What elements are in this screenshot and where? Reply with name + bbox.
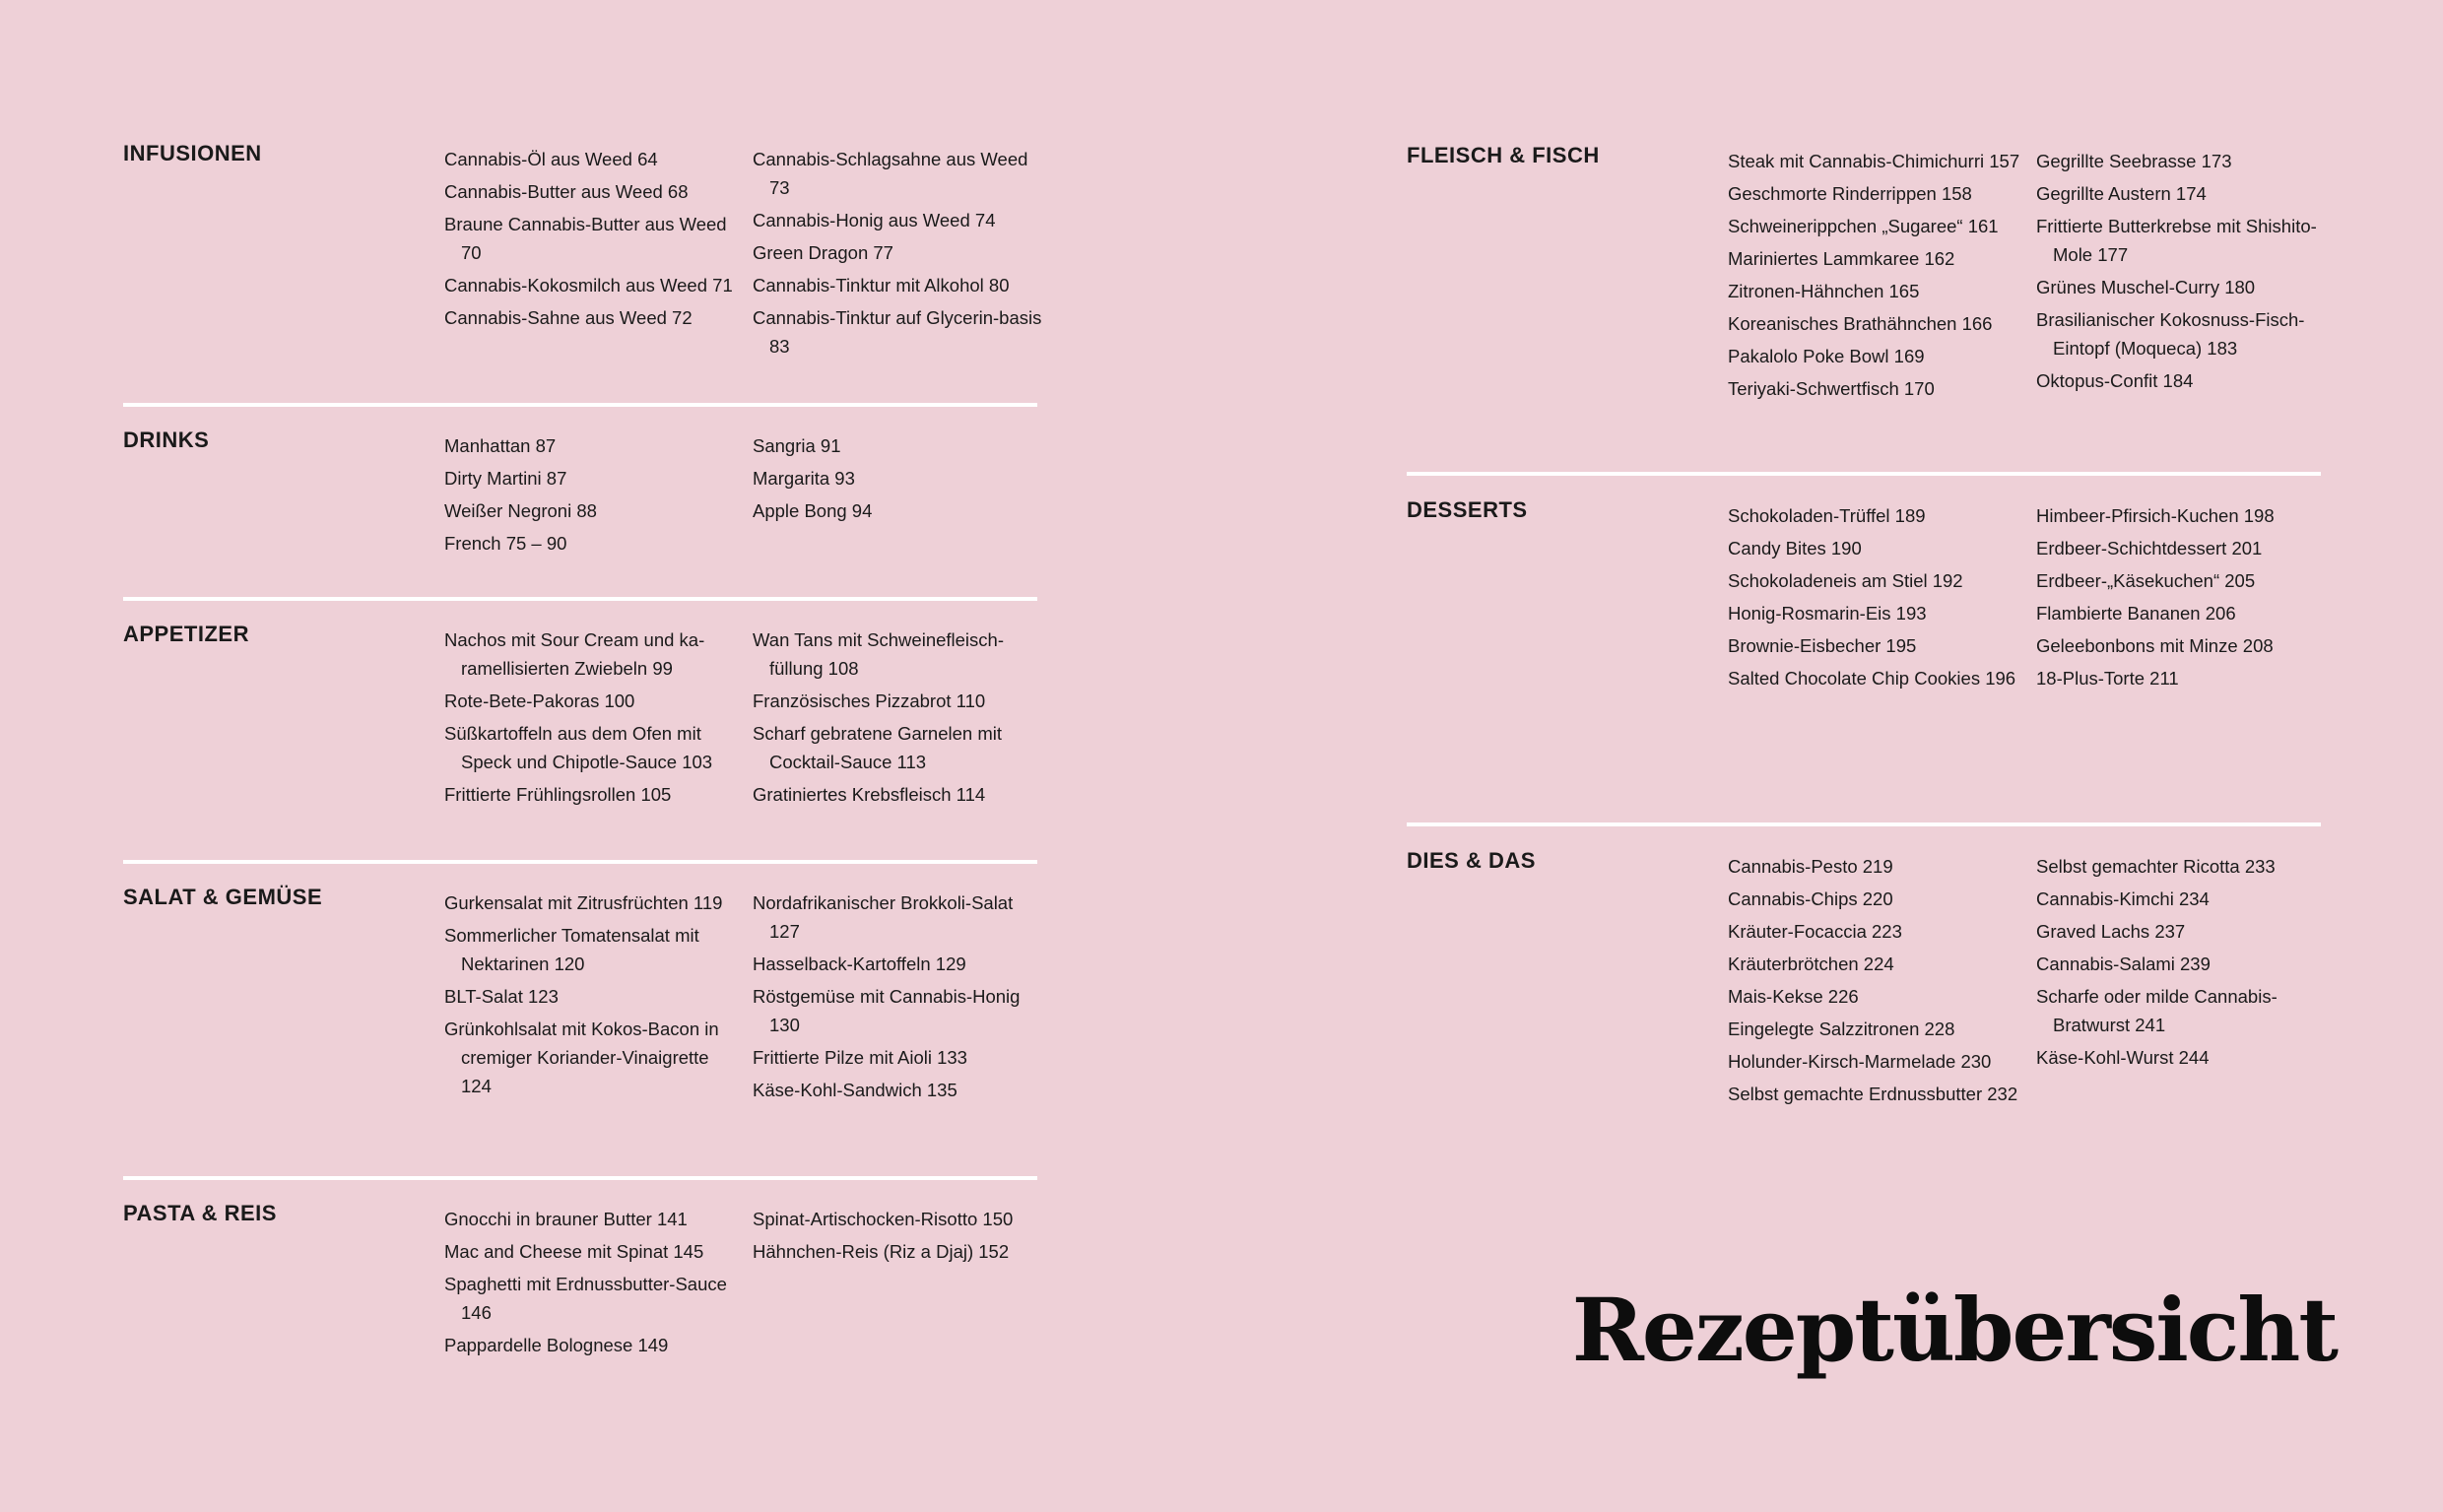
recipe-list <box>753 145 1048 364</box>
recipe-entry: Spaghetti mit Erdnussbutter-Sauce 146 <box>444 1274 727 1323</box>
recipe-entry: Scharfe oder milde Cannabis-Bratwurst 241 <box>2036 986 2278 1035</box>
recipe-entry: Mac and Cheese mit Spinat 145 <box>444 1241 704 1262</box>
recipe-entry: Gegrillte Austern 174 <box>2036 183 2207 204</box>
recipe-entry: Frittierte Frühlingsrollen 105 <box>444 784 672 805</box>
recipe-entry: Pappardelle Bolognese 149 <box>444 1335 669 1355</box>
recipe-entry: Selbst gemachter Ricotta 233 <box>2036 856 2276 877</box>
recipe-entry: Margarita 93 <box>753 468 855 489</box>
recipe-entry: Apple Bong 94 <box>753 500 873 521</box>
recipe-entry: Selbst gemachte Erdnussbutter 232 <box>1728 1084 2018 1104</box>
recipe-entry: Manhattan 87 <box>444 435 557 456</box>
recipe-entry: Flambierte Bananen 206 <box>2036 603 2236 624</box>
recipe-list <box>753 625 1048 813</box>
recipe-list <box>1728 147 2023 407</box>
recipe-entry: Braune Cannabis-Butter aus Weed 70 <box>444 214 727 263</box>
recipe-entry: Wan Tans mit Schweinefleisch-füllung 108 <box>753 629 1004 679</box>
recipe-entry: Kräuterbrötchen 224 <box>1728 953 1894 974</box>
recipe-entry: Cannabis-Tinktur mit Alkohol 80 <box>753 275 1010 296</box>
recipe-entry: Erdbeer-„Käsekuchen“ 205 <box>2036 570 2256 591</box>
divider <box>1407 822 2321 826</box>
recipe-entry: Honig-Rosmarin-Eis 193 <box>1728 603 1927 624</box>
divider <box>123 860 1037 864</box>
recipe-entry: Koreanisches Brathähnchen 166 <box>1728 313 1993 334</box>
recipe-entry: Cannabis-Honig aus Weed 74 <box>753 210 996 230</box>
recipe-entry: Zitronen-Hähnchen 165 <box>1728 281 1920 301</box>
recipe-entry: Nachos mit Sour Cream und ka-ramellisierten Zwiebeln 99 <box>444 629 705 679</box>
recipe-list <box>1728 501 2023 696</box>
recipe-entry: Green Dragon 77 <box>753 242 893 263</box>
recipe-entry: Cannabis-Sahne aus Weed 72 <box>444 307 693 328</box>
recipe-list <box>1728 852 2023 1112</box>
recipe-entry: Schokoladen-Trüffel 189 <box>1728 505 1926 526</box>
recipe-entry: Erdbeer-Schichtdessert 201 <box>2036 538 2263 559</box>
recipe-entry: Geleebonbons mit Minze 208 <box>2036 635 2274 656</box>
recipe-entry: Röstgemüse mit Cannabis-Honig 130 <box>753 986 1021 1035</box>
recipe-list <box>444 431 740 561</box>
recipe-entry: Brasilianischer Kokosnuss-Fisch-Eintopf (Moqueca) 183 <box>2036 309 2305 359</box>
recipe-list <box>2036 852 2332 1076</box>
recipe-entry: Gurkensalat mit Zitrusfrüchten 119 <box>444 892 723 913</box>
recipe-entry: Cannabis-Kimchi 234 <box>2036 888 2210 909</box>
recipe-entry: Eingelegte Salzzitronen 228 <box>1728 1019 1955 1039</box>
recipe-entry: Brownie-Eisbecher 195 <box>1728 635 1917 656</box>
divider <box>1407 472 2321 476</box>
recipe-entry: Sangria 91 <box>753 435 841 456</box>
recipe-list <box>753 431 1048 529</box>
divider <box>123 403 1037 407</box>
recipe-entry: Mais-Kekse 226 <box>1728 986 1859 1007</box>
recipe-entry: BLT-Salat 123 <box>444 986 559 1007</box>
recipe-entry: Schokoladeneis am Stiel 192 <box>1728 570 1963 591</box>
recipe-list <box>753 888 1048 1108</box>
recipe-entry: Frittierte Pilze mit Aioli 133 <box>753 1047 967 1068</box>
recipe-entry: Süßkartoffeln aus dem Ofen mit Speck und Chipotle-Sauce 103 <box>444 723 713 772</box>
recipe-entry: Oktopus-Confit 184 <box>2036 370 2194 391</box>
divider <box>123 597 1037 601</box>
recipe-entry: Schweinerippchen „Sugaree“ 161 <box>1728 216 1999 236</box>
recipe-entry: Holunder-Kirsch-Marmelade 230 <box>1728 1051 1992 1072</box>
recipe-entry: Gnocchi in brauner Butter 141 <box>444 1209 688 1229</box>
section-heading: PASTA & REIS <box>123 1201 277 1225</box>
recipe-entry: French 75 – 90 <box>444 533 567 554</box>
page-title: Rezeptübersicht <box>1571 1279 2337 1381</box>
section-heading: DIES & DAS <box>1407 848 1536 873</box>
recipe-entry: Cannabis-Schlagsahne aus Weed 73 <box>753 149 1028 198</box>
recipe-entry: Grünes Muschel-Curry 180 <box>2036 277 2256 297</box>
recipe-entry: Frittierte Butterkrebse mit Shishito-Mole 177 <box>2036 216 2317 265</box>
recipe-entry: Sommerlicher Tomatensalat mit Nektarinen 120 <box>444 925 699 974</box>
divider <box>123 1176 1037 1180</box>
recipe-entry: Steak mit Cannabis-Chimichurri 157 <box>1728 151 2020 171</box>
recipe-list <box>444 145 740 336</box>
recipe-entry: Hähnchen-Reis (Riz a Djaj) 152 <box>753 1241 1010 1262</box>
recipe-entry: Weißer Negroni 88 <box>444 500 597 521</box>
recipe-entry: Käse-Kohl-Wurst 244 <box>2036 1047 2210 1068</box>
recipe-list <box>444 888 740 1104</box>
recipe-entry: Teriyaki-Schwertfisch 170 <box>1728 378 1935 399</box>
section-heading: DESSERTS <box>1407 497 1528 522</box>
recipe-entry: Gratiniertes Krebsfleisch 114 <box>753 784 986 805</box>
recipe-entry: Scharf gebratene Garnelen mit Cocktail-Sauce 113 <box>753 723 1002 772</box>
recipe-entry: Salted Chocolate Chip Cookies 196 <box>1728 668 2016 689</box>
recipe-entry: Rote-Bete-Pakoras 100 <box>444 690 635 711</box>
recipe-entry: Cannabis-Butter aus Weed 68 <box>444 181 689 202</box>
recipe-list <box>444 1205 740 1363</box>
recipe-entry: Graved Lachs 237 <box>2036 921 2186 942</box>
recipe-entry: Cannabis-Öl aus Weed 64 <box>444 149 658 169</box>
recipe-entry: Candy Bites 190 <box>1728 538 1862 559</box>
section-heading: APPETIZER <box>123 622 249 646</box>
recipe-list <box>2036 147 2332 399</box>
section-heading: FLEISCH & FISCH <box>1407 143 1600 167</box>
recipe-list <box>444 625 740 813</box>
recipe-entry: 18-Plus-Torte 211 <box>2036 668 2179 689</box>
recipe-entry: Käse-Kohl-Sandwich 135 <box>753 1080 957 1100</box>
recipe-entry: Cannabis-Kokosmilch aus Weed 71 <box>444 275 733 296</box>
recipe-entry: Französisches Pizzabrot 110 <box>753 690 986 711</box>
recipe-entry: Pakalolo Poke Bowl 169 <box>1728 346 1925 366</box>
recipe-entry: Gegrillte Seebrasse 173 <box>2036 151 2232 171</box>
recipe-entry: Kräuter-Focaccia 223 <box>1728 921 1902 942</box>
recipe-entry: Cannabis-Tinktur auf Glycerin-basis 83 <box>753 307 1042 357</box>
recipe-entry: Nordafrikanischer Brokkoli-Salat 127 <box>753 892 1014 942</box>
recipe-entry: Hasselback-Kartoffeln 129 <box>753 953 966 974</box>
recipe-list <box>753 1205 1048 1270</box>
recipe-entry: Mariniertes Lammkaree 162 <box>1728 248 1955 269</box>
recipe-entry: Cannabis-Chips 220 <box>1728 888 1893 909</box>
recipe-entry: Cannabis-Salami 239 <box>2036 953 2211 974</box>
recipe-list <box>2036 501 2332 696</box>
recipe-entry: Spinat-Artischocken-Risotto 150 <box>753 1209 1014 1229</box>
recipe-entry: Dirty Martini 87 <box>444 468 567 489</box>
section-heading: SALAT & GEMÜSE <box>123 885 323 909</box>
section-heading: INFUSIONEN <box>123 141 262 165</box>
recipe-entry: Geschmorte Rinderrippen 158 <box>1728 183 1972 204</box>
recipe-entry: Cannabis-Pesto 219 <box>1728 856 1893 877</box>
recipe-entry: Grünkohlsalat mit Kokos-Bacon in cremiger Koriander-Vinaigrette 124 <box>444 1019 719 1096</box>
section-heading: DRINKS <box>123 427 210 452</box>
recipe-entry: Himbeer-Pfirsich-Kuchen 198 <box>2036 505 2275 526</box>
